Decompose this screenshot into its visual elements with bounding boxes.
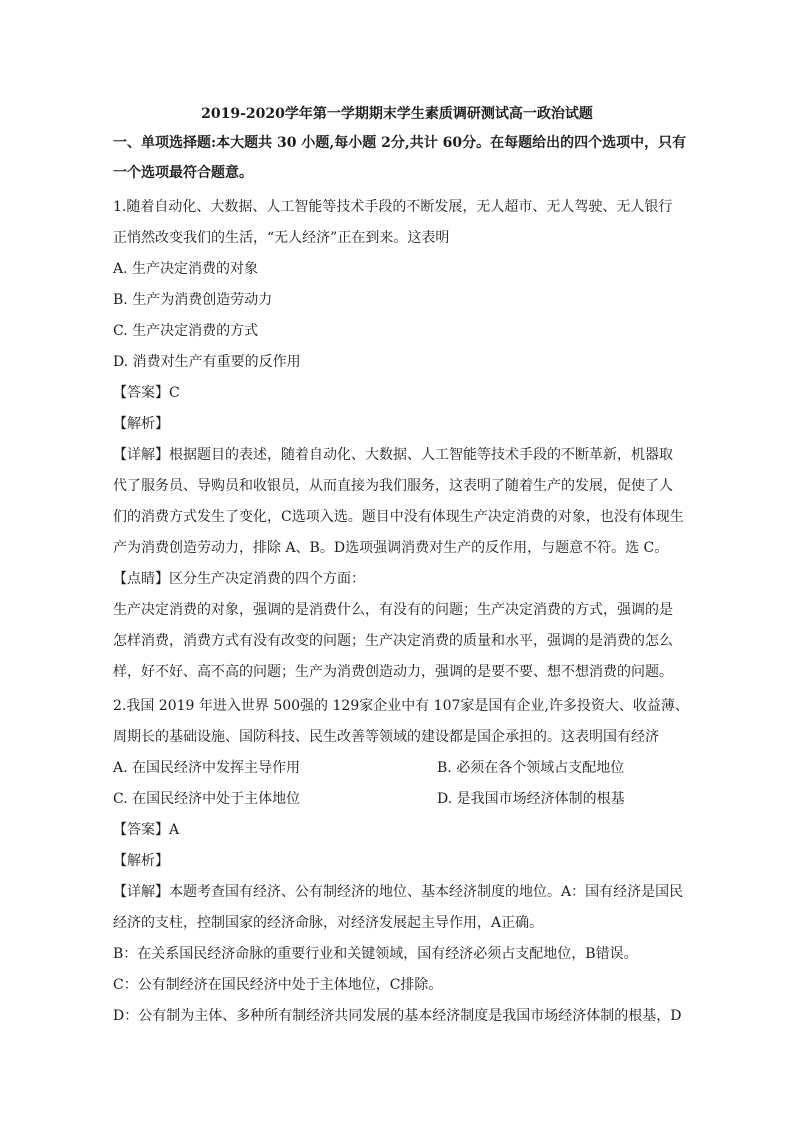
q2-analysis-label: 【解析】 — [113, 853, 169, 869]
q2-stem-line2: 周期长的基础设施、国防科技、民生改善等领域的建设都是国企承担的。这表明国有经济 — [113, 729, 659, 745]
q1-option-d: D. 消费对生产有重要的反作用 — [113, 354, 301, 370]
q2-detail-line5: D：公有制为主体、多种所有制经济共同发展的基本经济制度是我国市场经济体制的根基，D — [113, 1008, 682, 1024]
q1-detail-line4: 产为消费创造劳动力，排除 A、B。D选项强调消费对生产的反作用，与题意不符。选 C。 — [113, 540, 669, 556]
q1-detail-line1: 【详解】根据题目的表述，随着自动化、大数据、人工智能等技术手段的不断革新，机器取 — [113, 447, 673, 463]
q1-tip-line3: 怎样消费，消费方式有没有改变的问题；生产决定消费的质量和水平，强调的是消费的怎么 — [113, 633, 673, 649]
q1-detail-line3: 们的消费方式发生了变化，C选项入选。题目中没有体现生产决定消费的对象，也没有体现生 — [113, 509, 684, 525]
q2-options-row1 — [113, 758, 693, 778]
q2-answer: 【答案】A — [113, 822, 180, 838]
q1-tip-line1: 【点睛】区分生产决定消费的四个方面： — [113, 571, 365, 587]
q2-option-a: A. 在国民经济中发挥主导作用 — [113, 760, 301, 776]
section-heading-line1: 一、单项选择题:本大题共 30 小题,每小题 2分,共计 60分。在每题给出的四个选项中，只有 — [113, 135, 687, 151]
q1-analysis-label: 【解析】 — [113, 416, 169, 432]
q2-option-c: C. 在国民经济中处于主体地位 — [113, 791, 301, 807]
q2-stem-line1: 2.我国 2019 年进入世界 500强的 129家企业中有 107家是国有企业,许多投资大、收益薄、 — [113, 698, 689, 714]
q1-stem-line1: 1.随着自动化、大数据、人工智能等技术手段的不断发展，无人超市、无人驾驶、无人银行 — [113, 199, 673, 215]
section-heading-line2: 一个选项最符合题意。 — [113, 165, 253, 181]
q1-option-a: A. 生产决定消费的对象 — [113, 261, 259, 277]
q2-options-row2 — [113, 789, 693, 809]
q1-tip-line4: 样，好不好、高不高的问题；生产为消费创造动力，强调的是要不要、想不想消费的问题。 — [113, 664, 673, 680]
q1-tip-line2: 生产决定消费的对象，强调的是消费什么，有没有的问题；生产决定消费的方式，强调的是 — [113, 602, 673, 618]
q1-stem-line2: 正悄然改变我们的生活，“无人经济”正在到来。这表明 — [113, 230, 450, 246]
q2-detail-line4: C：公有制经济在国民经济中处于主体地位，C排除。 — [113, 977, 443, 993]
q1-option-b: B. 生产为消费创造劳动力 — [113, 292, 273, 308]
page-title: 2019-2020学年第一学期期末学生素质调研测试高一政治试题 — [201, 106, 593, 122]
q1-detail-line2: 代了服务员、导购员和收银员，从而直接为我们服务，这表明了随着生产的发展，促使了人 — [113, 478, 673, 494]
q2-detail-line1: 【详解】本题考查国有经济、公有制经济的地位、基本经济制度的地位。A：国有经济是国民 — [113, 884, 684, 900]
q2-detail-line2: 经济的支柱，控制国家的经济命脉，对经济发展起主导作用，A正确。 — [113, 915, 544, 931]
q2-option-b: B. 必须在各个领域占支配地位 — [437, 760, 625, 776]
q2-detail-line3: B：在关系国民经济命脉的重要行业和关键领域，国有经济必须占支配地位，B错误。 — [113, 946, 638, 962]
q1-answer: 【答案】C — [113, 385, 180, 401]
q1-option-c: C. 生产决定消费的方式 — [113, 323, 259, 339]
q2-option-d: D. 是我国市场经济体制的根基 — [437, 791, 625, 807]
